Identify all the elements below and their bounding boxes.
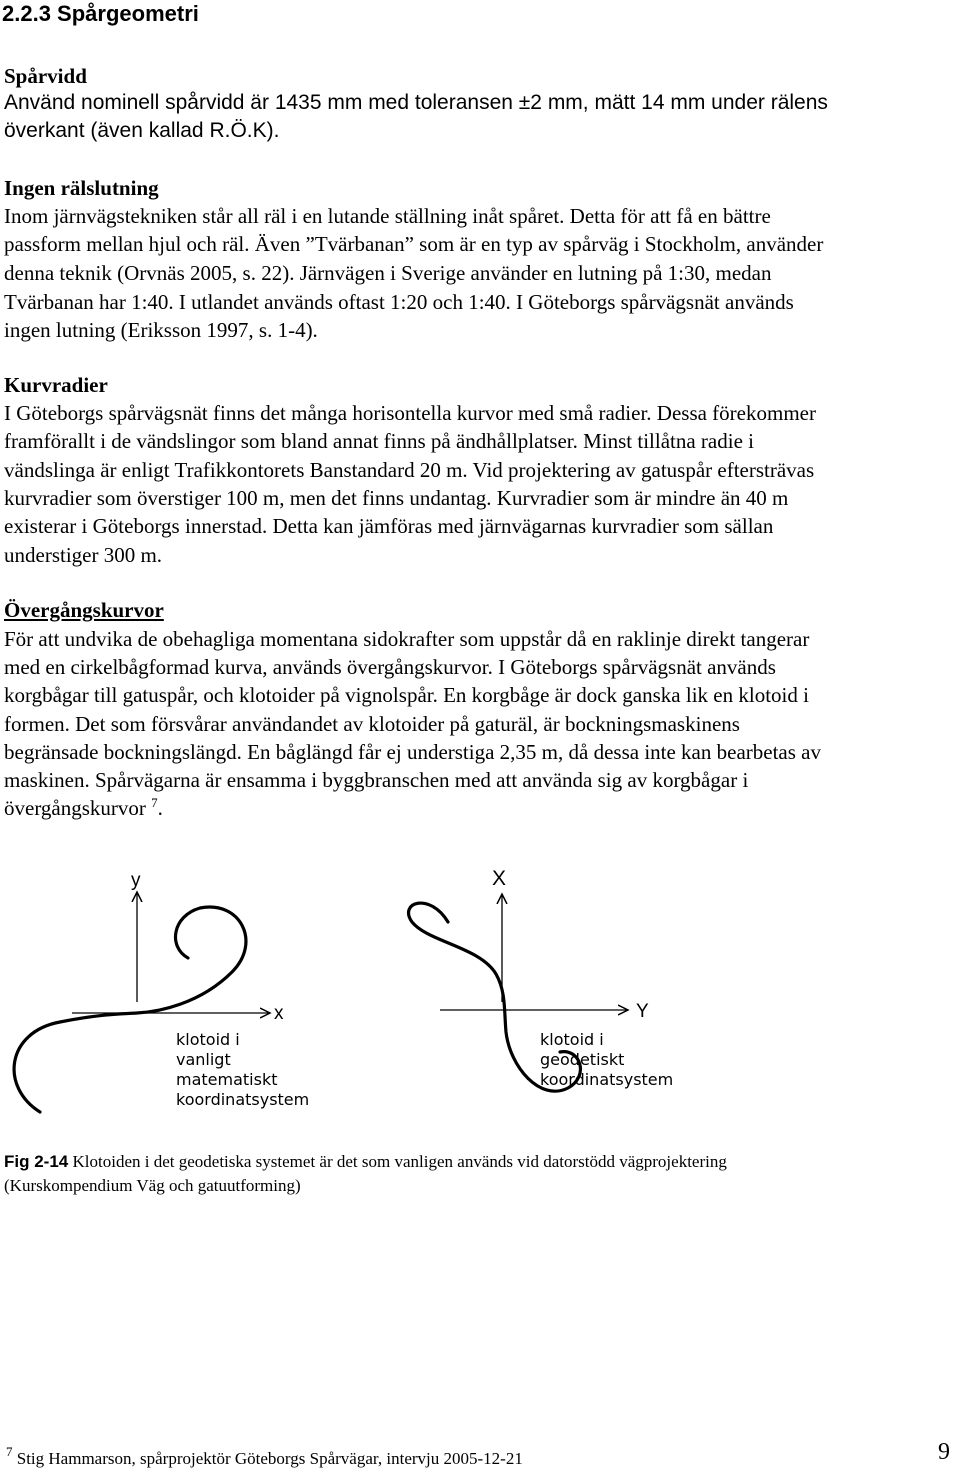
ralslutning-heading: Ingen rälslutning [4,176,159,200]
right-axis-horizontal-label: Y [636,1001,649,1022]
clothoid-figure [0,862,960,1127]
overgangskurvor-line-7 [4,794,163,822]
right-axis-vertical-label: X [492,867,507,890]
kurvradier-line-3: vändslinga är enligt Trafikkontorets Banstandard 20 m. Vid projektering av gatuspår eftersträvas [4,458,815,482]
overgangskurvor-line-1: För att undvika de obehagliga momentana sidokrafter som uppstår då en raklinje direkt tangerar [4,627,810,651]
overgangskurvor-line-4: formen. Det som försvårar användandet av klotoider på gaturäl, är bockningsmaskinens [4,712,740,736]
ralslutning-line-4: Tvärbanan har 1:40. I utlandet används oftast 1:20 och 1:40. I Göteborgs spårvägsnät används [4,290,794,314]
kurvradier-line-1: I Göteborgs spårvägsnät finns det många horisontella kurvor med små radier. Dessa förekommer [4,401,816,425]
right-label-line-3: koordinatsystem [540,1070,674,1089]
caption-label: Fig 2-14 [4,1152,69,1171]
right-label-line-1: klotoid i [540,1030,604,1049]
footnote-reference: 7 [151,795,158,810]
page-number: 9 [938,1439,950,1465]
left-label-line-2: vanligt [176,1050,231,1069]
left-label-line-3: matematiskt [176,1070,278,1089]
caption-line-1: Klotoiden i det geodetiska systemet är det som vanligen används vid datorstödd vägprojektering [68,1152,727,1171]
overgangskurvor-line-6: maskinen. Spårvägarna är ensamma i byggbranschen med att använda sig av korgbågar i [4,768,749,792]
overgangskurvor-line-2: med en cirkelbågformad kurva, används övergångskurvor. I Göteborgs spårvägsnät används [4,655,776,679]
ralslutning-line-2: passform mellan hjul och räl. Även ”Tvärbanan” som är en typ av spårväg i Stockholm, använder [4,232,824,256]
footnote-mark: 7 [6,1444,13,1459]
kurvradier-line-6: understiger 300 m. [4,543,163,567]
right-label-line-2: geodetiskt [540,1050,625,1069]
kurvradier-heading: Kurvradier [4,373,108,397]
footnote-text: Stig Hammarson, spårprojektör Göteborgs Spårvägar, intervju 2005-12-21 [12,1449,523,1468]
kurvradier-line-4: kurvradier som överstiger 100 m, men det finns undantag. Kurvradier som är mindre än 40 m [4,486,789,510]
caption-line-2: (Kurskompendium Väg och gatuutforming) [4,1176,301,1195]
overgangskurvor-line-7-end: . [157,796,163,820]
left-axis-y-label: y [131,870,141,891]
sparvidd-line-2: överkant (även kallad R.Ö.K). [4,119,280,142]
overgangskurvor-heading: Övergångskurvor [4,598,164,622]
sparvidd-heading: Spårvidd [4,64,87,88]
kurvradier-line-2: framförallt i de vändslingor som bland annat finns på ändhållplatser. Minst tillåtna radie i [4,429,754,453]
ralslutning-line-5: ingen lutning (Eriksson 1997, s. 1-4). [4,318,318,342]
left-label-line-1: klotoid i [176,1030,240,1049]
overgangskurvor-line-5: begränsade bockningslängd. En båglängd får ej understiga 2,35 m, då dessa inte kan bearbetas av [4,740,821,764]
footnote [6,1444,523,1470]
section-heading: 2.2.3 Spårgeometri [2,1,199,26]
ralslutning-line-3: denna teknik (Orvnäs 2005, s. 22). Järnvägen i Sverige använder en lutning på 1:30, medan [4,261,772,285]
left-axis-x-label: x [274,1003,284,1024]
overgangskurvor-line-3: korgbågar till gatuspår, och klotoider på vignolspår. En korgbåge är dock ganska lik en klotoid i [4,683,809,707]
sparvidd-line-1: Använd nominell spårvidd är 1435 mm med toleransen ±2 mm, mätt 14 mm under rälens [4,91,828,114]
ralslutning-line-1: Inom järnvägstekniken står all räl i en lutande ställning inåt spåret. Detta för att få en bättre [4,204,771,228]
figure-caption [4,1150,727,1174]
overgangskurvor-line-7-text: övergångskurvor [4,796,146,820]
left-label-line-4: koordinatsystem [176,1090,310,1109]
kurvradier-line-5: existerar i Göteborgs innerstad. Detta kan jämföras med järnvägarnas kurvradier som sällan [4,514,774,538]
